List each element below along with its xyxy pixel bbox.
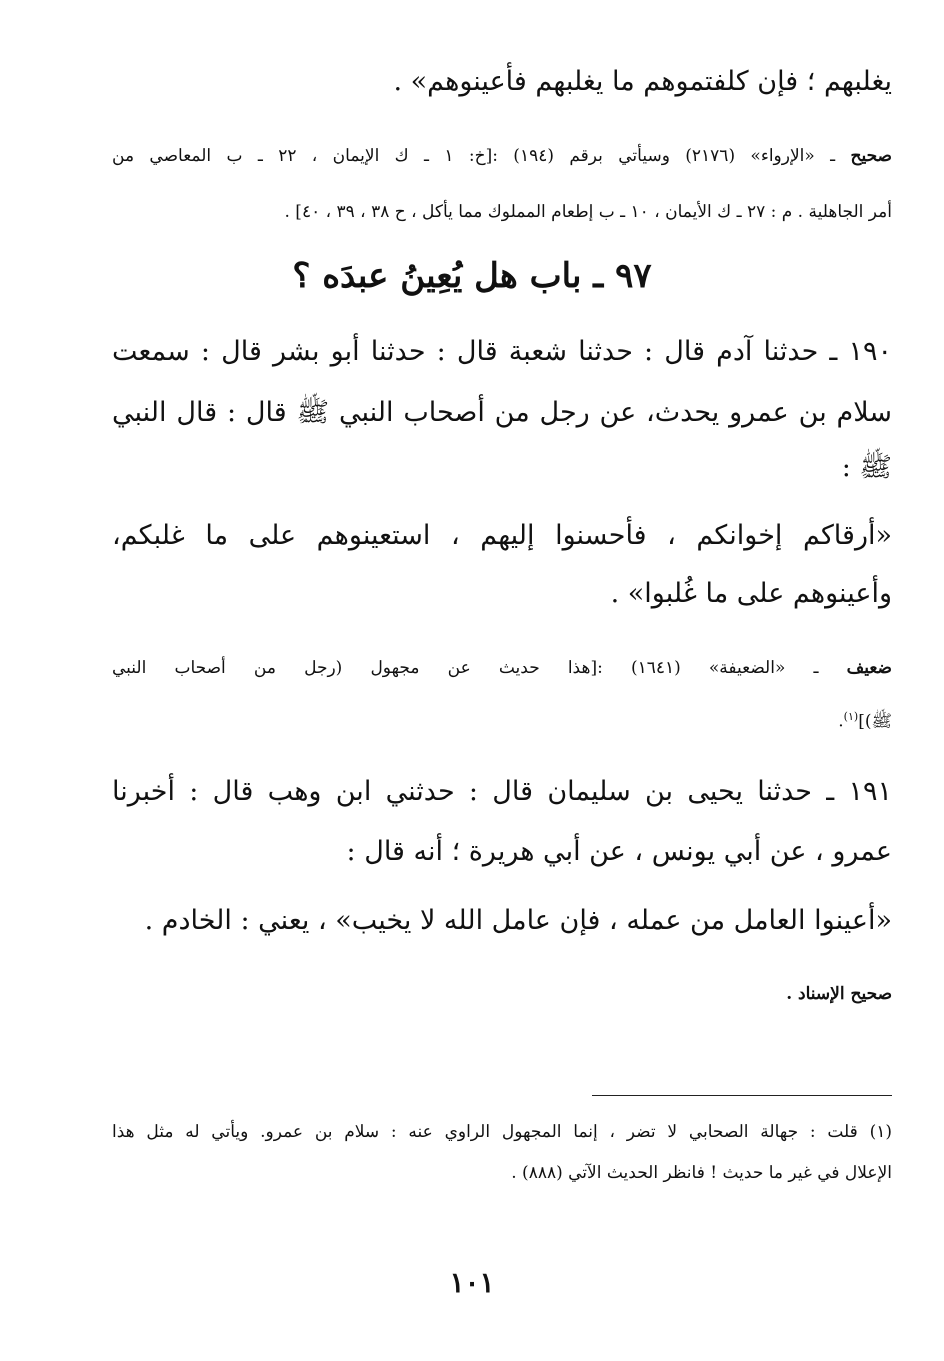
hadith-191-line-1: ١٩١ ـ حدثنا يحيى بن سليمان قال : حدثني ابن وهب قال : أخبرنا	[112, 776, 892, 807]
hadith-190-line-2: سلام بن عمرو يحدث، عن رجل من أصحاب النبي ﷺ قال : قال النبي	[112, 397, 892, 428]
footnote-separator	[592, 1095, 892, 1096]
grading-line-2: أمر الجاهلية . م : ٢٧ ـ ك الأيمان ، ١٠ ـ ب إطعام المملوك مما يأكل ، ح ٣٨ ، ٣٩ ، ٤٠] .	[284, 202, 892, 222]
footnote-marker: (١)	[843, 710, 859, 723]
footnote-line-2: الإعلال في غير ما حديث ! فانظر الحديث الآتي (٨٨٨) .	[511, 1163, 892, 1183]
grading-text-3: ـ «الضعيفة» (١٦٤١) :[هذا حديث عن مجهول (رجل من أصحاب النبي	[112, 658, 847, 678]
hadith-190-matn-line-2: وأعينوهم على ما غُلبوا» .	[610, 578, 892, 609]
footnote-line-1: (١) قلت : جهالة الصحابي لا تضر ، إنما المجهول الراوي عنه : سلام بن عمرو. ويأتي له مثل هذا	[112, 1122, 892, 1142]
grading-label-daif: ضعيف	[846, 658, 892, 678]
grading-text-1: ـ «الإرواء» (٢١٧٦) وسيأتي برقم (١٩٤) :[خ: ١ ـ ك الإيمان ، ٢٢ ـ ب المعاصي من	[112, 146, 851, 166]
grading-line-3	[112, 658, 892, 678]
hadith-190-line-1: ١٩٠ ـ حدثنا آدم قال : حدثنا شعبة قال : حدثنا أبو بشر قال : سمعت	[112, 336, 892, 367]
continuation-line: يغلبهم ؛ فإن كلفتموهم ما يغلبهم فأعينوهم» .	[393, 66, 892, 97]
grading-line-1	[112, 146, 892, 166]
hadith-191-line-2: عمرو ، عن أبي يونس ، عن أبي هريرة ؛ أنه قال :	[346, 836, 892, 867]
grading-label-sahih: صحيح	[850, 146, 892, 166]
hadith-190-line-3: ﷺ :	[841, 452, 892, 483]
grading-line-5: صحيح الإسناد .	[786, 984, 892, 1004]
grading-line-4	[112, 710, 892, 736]
chapter-heading: ٩٧ ـ باب هل يُعِينُ عبدَه ؟	[292, 256, 652, 296]
page-number: ١٠١	[449, 1266, 495, 1299]
hadith-190-matn-line-1: «أرقاكم إخوانكم ، فأحسنوا إليهم ، استعينوهم على ما غلبكم،	[112, 520, 892, 551]
grading-text-4-end: .	[838, 711, 844, 732]
grading-text-4: ﷺ)]	[858, 711, 892, 732]
hadith-191-matn: «أعينوا العامل من عمله ، فإن عامل الله لا يخيب» ، يعني : الخادم .	[144, 905, 892, 936]
